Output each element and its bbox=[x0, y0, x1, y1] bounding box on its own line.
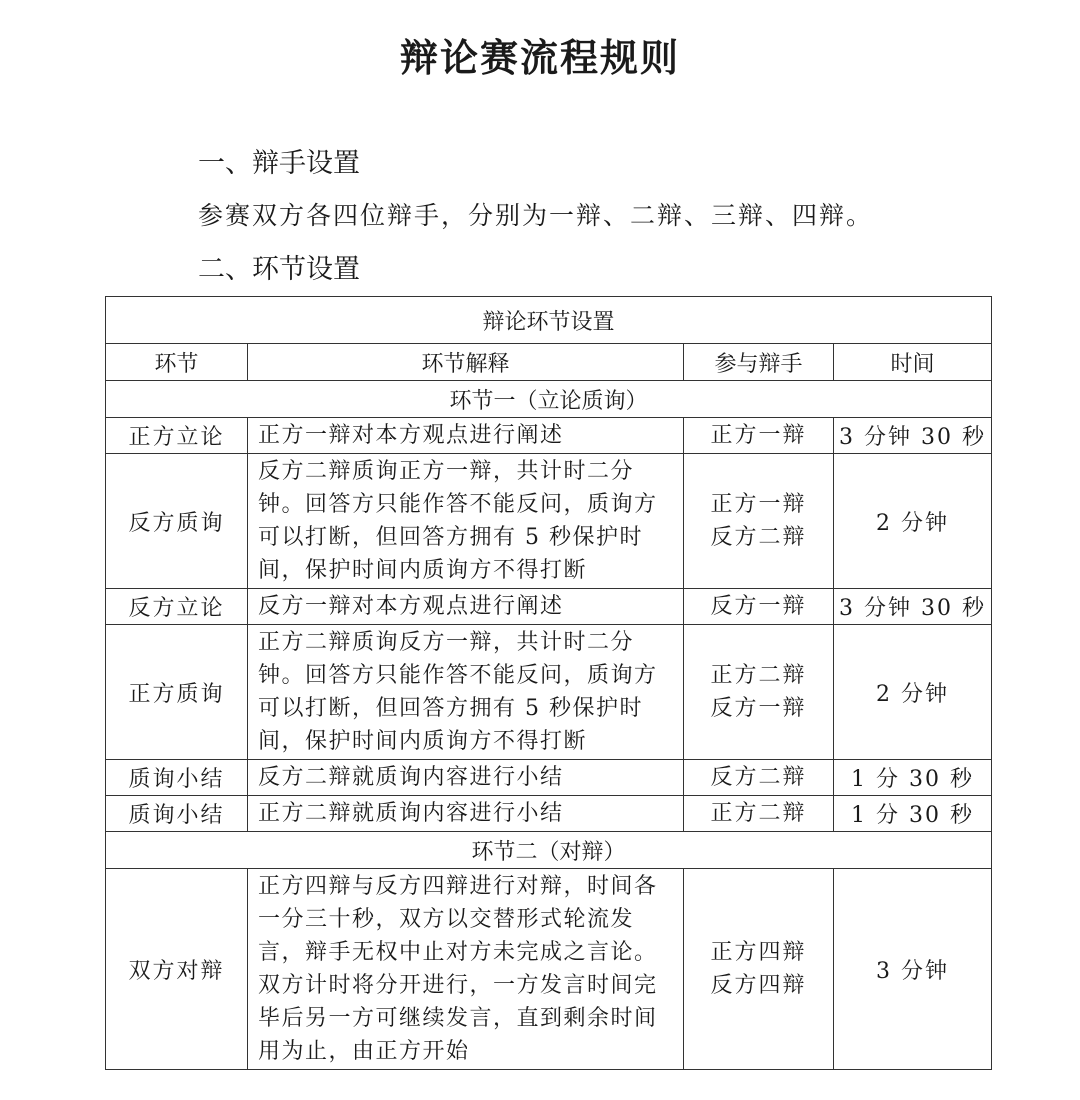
stage-name: 质询小结 bbox=[106, 796, 248, 832]
debater-name: 反方一辩 bbox=[710, 696, 807, 721]
stage-time: 3 分钟 30 秒 bbox=[834, 589, 992, 625]
participating-debaters bbox=[684, 454, 834, 589]
description-line: 反方一辩对本方观点进行阐述 bbox=[258, 594, 564, 619]
stage-name: 反方质询 bbox=[106, 454, 248, 589]
debater-name: 正方一辩 bbox=[710, 492, 807, 517]
participating-debaters bbox=[684, 625, 834, 760]
stage-description bbox=[248, 418, 684, 454]
group-title: 环节一（立论质询） bbox=[106, 381, 992, 418]
description-line: 可以打断，但回答方拥有 5 秒保护时 bbox=[258, 525, 643, 550]
document-title: 辩论赛流程规则 bbox=[399, 36, 680, 80]
debater-name: 反方一辩 bbox=[710, 594, 807, 619]
description-line: 反方二辩质询正方一辩，共计时二分 bbox=[258, 459, 635, 484]
description-line: 正方二辩质询反方一辩，共计时二分 bbox=[258, 630, 635, 655]
debater-name: 反方四辩 bbox=[710, 973, 807, 998]
table-body bbox=[106, 297, 992, 1070]
stage-name: 正方质询 bbox=[106, 625, 248, 760]
description-line: 反方二辩就质询内容进行小结 bbox=[258, 765, 564, 790]
description-line: 钟。回答方只能作答不能反问，质询方 bbox=[258, 492, 658, 517]
debater-name: 正方一辩 bbox=[710, 423, 807, 448]
table-row bbox=[106, 760, 992, 796]
header-stage: 环节 bbox=[106, 344, 248, 381]
participating-debaters bbox=[684, 760, 834, 796]
section-heading-debaters: 一、辩手设置 bbox=[198, 148, 360, 179]
description-line: 可以打断，但回答方拥有 5 秒保护时 bbox=[258, 696, 643, 721]
table-row bbox=[106, 454, 992, 589]
header-debaters: 参与辩手 bbox=[684, 344, 834, 381]
stage-name: 反方立论 bbox=[106, 589, 248, 625]
stage-description bbox=[248, 625, 684, 760]
stage-description bbox=[248, 589, 684, 625]
description-line: 正方四辩与反方四辩进行对辩，时间各 bbox=[258, 874, 658, 899]
stage-description bbox=[248, 454, 684, 589]
header-description: 环节解释 bbox=[248, 344, 684, 381]
description-line: 正方二辩就质询内容进行小结 bbox=[258, 801, 564, 826]
debater-name: 反方二辩 bbox=[710, 525, 807, 550]
table-row bbox=[106, 625, 992, 760]
participating-debaters bbox=[684, 796, 834, 832]
participating-debaters bbox=[684, 589, 834, 625]
participating-debaters bbox=[684, 869, 834, 1070]
table-group-row bbox=[106, 832, 992, 869]
stage-name: 质询小结 bbox=[106, 760, 248, 796]
table-row bbox=[106, 418, 992, 454]
stage-time: 1 分 30 秒 bbox=[834, 760, 992, 796]
debater-name: 正方二辩 bbox=[710, 663, 807, 688]
description-line: 间，保护时间内质询方不得打断 bbox=[258, 729, 588, 754]
table-row bbox=[106, 589, 992, 625]
stage-description bbox=[248, 869, 684, 1070]
debater-name: 反方二辩 bbox=[710, 765, 807, 790]
header-time: 时间 bbox=[834, 344, 992, 381]
stage-description bbox=[248, 796, 684, 832]
table-row bbox=[106, 796, 992, 832]
group-title: 环节二（对辩） bbox=[106, 832, 992, 869]
section-heading-stages: 二、环节设置 bbox=[198, 254, 360, 285]
stage-time: 1 分 30 秒 bbox=[834, 796, 992, 832]
stage-time: 3 分钟 30 秒 bbox=[834, 418, 992, 454]
table-header-row bbox=[106, 344, 992, 381]
debater-name: 正方四辩 bbox=[710, 940, 807, 965]
stage-name: 正方立论 bbox=[106, 418, 248, 454]
stage-time: 3 分钟 bbox=[834, 869, 992, 1070]
stage-name: 双方对辩 bbox=[106, 869, 248, 1070]
description-line: 毕后另一方可继续发言，直到剩余时间 bbox=[258, 1006, 658, 1031]
stage-time: 2 分钟 bbox=[834, 625, 992, 760]
description-line: 双方计时将分开进行，一方发言时间完 bbox=[258, 973, 658, 998]
description-line: 言，辩手无权中止对方未完成之言论。 bbox=[258, 940, 658, 965]
description-line: 间，保护时间内质询方不得打断 bbox=[258, 558, 588, 583]
table-caption: 辩论环节设置 bbox=[106, 297, 992, 344]
description-line: 一分三十秒，双方以交替形式轮流发 bbox=[258, 907, 635, 932]
debate-stages-table bbox=[105, 296, 992, 1070]
stage-description bbox=[248, 760, 684, 796]
stage-time: 2 分钟 bbox=[834, 454, 992, 589]
table-row bbox=[106, 869, 992, 1070]
section-text-debaters: 参赛双方各四位辩手，分别为一辩、二辩、三辩、四辩。 bbox=[198, 201, 874, 230]
participating-debaters bbox=[684, 418, 834, 454]
description-line: 用为止，由正方开始 bbox=[258, 1039, 470, 1064]
table-group-row bbox=[106, 381, 992, 418]
description-line: 正方一辩对本方观点进行阐述 bbox=[258, 423, 564, 448]
description-line: 钟。回答方只能作答不能反问，质询方 bbox=[258, 663, 658, 688]
debater-name: 正方二辩 bbox=[710, 801, 807, 826]
